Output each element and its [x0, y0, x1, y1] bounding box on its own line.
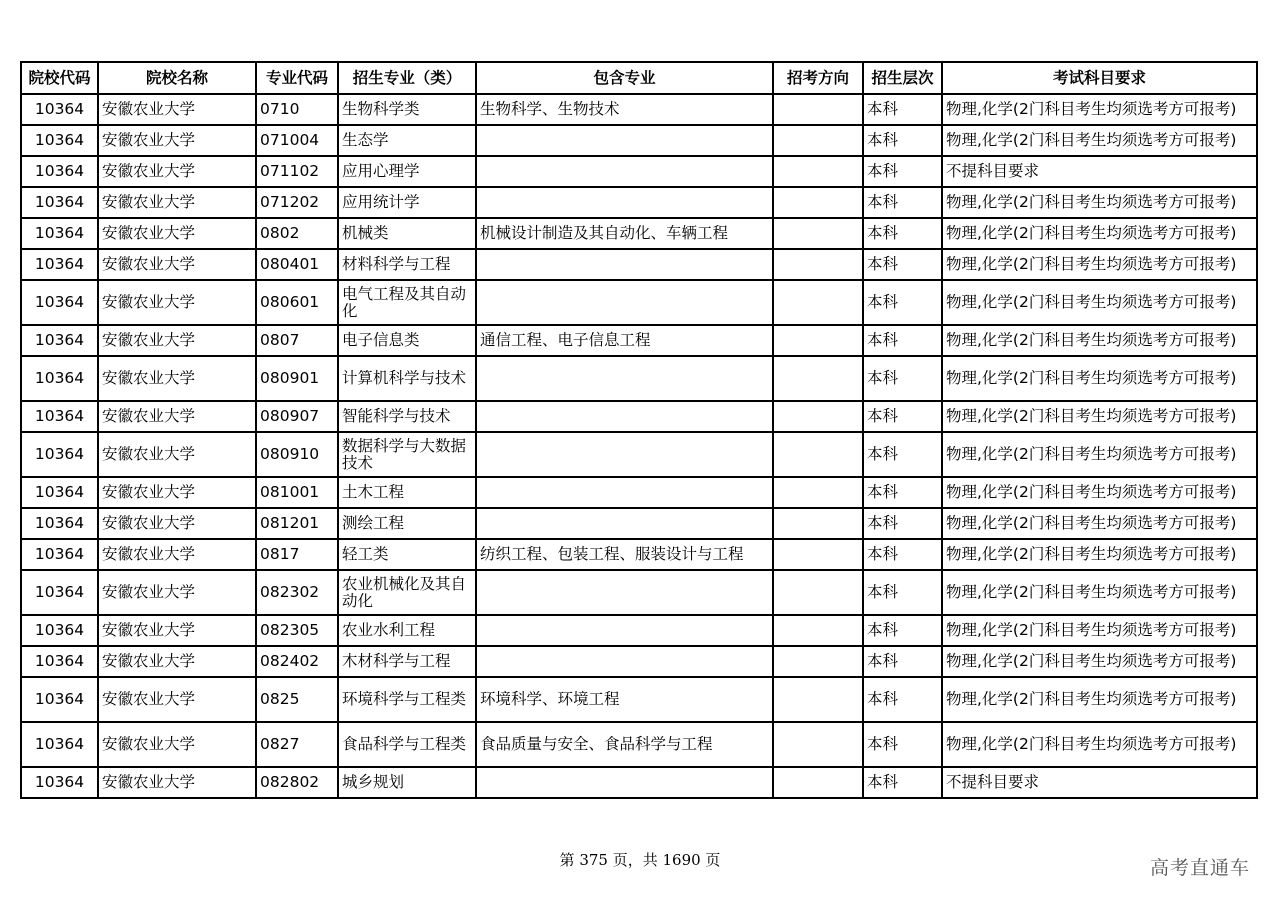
cell-major-code: 0827: [256, 722, 338, 767]
cell-school-name: 安徽农业大学: [98, 218, 256, 249]
cell-major: 城乡规划: [338, 767, 476, 798]
cell-subject-requirement: 物理,化学(2门科目考生均须选考方可报考): [942, 615, 1257, 646]
cell-school-code: 10364: [21, 280, 98, 325]
table-row: [21, 477, 1257, 508]
cell-subject-requirement: 物理,化学(2门科目考生均须选考方可报考): [942, 646, 1257, 677]
cell-school-code: 10364: [21, 432, 98, 477]
cell-level: 本科: [863, 570, 942, 615]
cell-level: 本科: [863, 615, 942, 646]
table-row: [21, 325, 1257, 356]
cell-school-name: 安徽农业大学: [98, 508, 256, 539]
table-row: [21, 125, 1257, 156]
cell-level: 本科: [863, 508, 942, 539]
cell-included-majors: [476, 432, 773, 477]
cell-major-code: 080907: [256, 401, 338, 432]
cell-level: 本科: [863, 356, 942, 401]
cell-school-name: 安徽农业大学: [98, 767, 256, 798]
cell-school-code: 10364: [21, 508, 98, 539]
cell-school-name: 安徽农业大学: [98, 356, 256, 401]
cell-major: 木材科学与工程: [338, 646, 476, 677]
cell-school-code: 10364: [21, 539, 98, 570]
cell-school-code: 10364: [21, 722, 98, 767]
cell-major-code: 080910: [256, 432, 338, 477]
cell-level: 本科: [863, 539, 942, 570]
cell-major-code: 0817: [256, 539, 338, 570]
cell-school-code: 10364: [21, 156, 98, 187]
table-row: [21, 94, 1257, 125]
cell-major-code: 081001: [256, 477, 338, 508]
table-row: [21, 218, 1257, 249]
table-row: [21, 280, 1257, 325]
cell-included-majors: [476, 125, 773, 156]
cell-school-name: 安徽农业大学: [98, 615, 256, 646]
cell-school-code: 10364: [21, 356, 98, 401]
cell-major-code: 082402: [256, 646, 338, 677]
cell-school-code: 10364: [21, 615, 98, 646]
cell-major-code: 082302: [256, 570, 338, 615]
cell-major: 食品科学与工程类: [338, 722, 476, 767]
cell-major: 材料科学与工程: [338, 249, 476, 280]
cell-major-code: 071004: [256, 125, 338, 156]
cell-included-majors: 食品质量与安全、食品科学与工程: [476, 722, 773, 767]
table-row: [21, 187, 1257, 218]
table-row: [21, 570, 1257, 615]
cell-direction: [773, 218, 863, 249]
cell-subject-requirement: 物理,化学(2门科目考生均须选考方可报考): [942, 125, 1257, 156]
table-row: [21, 508, 1257, 539]
cell-school-name: 安徽农业大学: [98, 325, 256, 356]
cell-included-majors: [476, 356, 773, 401]
cell-direction: [773, 94, 863, 125]
cell-major-code: 080401: [256, 249, 338, 280]
cell-major: 计算机科学与技术: [338, 356, 476, 401]
table-row: [21, 539, 1257, 570]
cell-level: 本科: [863, 249, 942, 280]
cell-subject-requirement: 物理,化学(2门科目考生均须选考方可报考): [942, 539, 1257, 570]
cell-direction: [773, 249, 863, 280]
cell-school-code: 10364: [21, 187, 98, 218]
cell-level: 本科: [863, 325, 942, 356]
cell-subject-requirement: 不提科目要求: [942, 156, 1257, 187]
table-row: [21, 156, 1257, 187]
cell-school-name: 安徽农业大学: [98, 677, 256, 722]
header-subject-requirement: 考试科目要求: [942, 62, 1257, 94]
cell-included-majors: [476, 401, 773, 432]
cell-school-name: 安徽农业大学: [98, 722, 256, 767]
cell-major: 生态学: [338, 125, 476, 156]
table-row: [21, 722, 1257, 767]
cell-included-majors: [476, 187, 773, 218]
cell-level: 本科: [863, 218, 942, 249]
cell-school-name: 安徽农业大学: [98, 646, 256, 677]
cell-direction: [773, 677, 863, 722]
cell-major: 应用统计学: [338, 187, 476, 218]
cell-included-majors: 生物科学、生物技术: [476, 94, 773, 125]
cell-major: 电子信息类: [338, 325, 476, 356]
table-row: [21, 356, 1257, 401]
table-body: [21, 94, 1257, 798]
cell-included-majors: 环境科学、环境工程: [476, 677, 773, 722]
cell-school-name: 安徽农业大学: [98, 432, 256, 477]
cell-subject-requirement: 物理,化学(2门科目考生均须选考方可报考): [942, 477, 1257, 508]
cell-major-code: 071102: [256, 156, 338, 187]
cell-level: 本科: [863, 125, 942, 156]
cell-school-code: 10364: [21, 249, 98, 280]
cell-school-code: 10364: [21, 325, 98, 356]
cell-major-code: 082802: [256, 767, 338, 798]
cell-major-code: 0802: [256, 218, 338, 249]
cell-major: 智能科学与技术: [338, 401, 476, 432]
table-row: [21, 432, 1257, 477]
cell-school-code: 10364: [21, 570, 98, 615]
watermark-logo: 高考直通车: [1149, 857, 1250, 879]
cell-included-majors: [476, 646, 773, 677]
cell-level: 本科: [863, 767, 942, 798]
cell-school-name: 安徽农业大学: [98, 570, 256, 615]
cell-school-name: 安徽农业大学: [98, 401, 256, 432]
cell-subject-requirement: 物理,化学(2门科目考生均须选考方可报考): [942, 508, 1257, 539]
cell-direction: [773, 280, 863, 325]
cell-subject-requirement: 物理,化学(2门科目考生均须选考方可报考): [942, 722, 1257, 767]
cell-direction: [773, 125, 863, 156]
cell-school-name: 安徽农业大学: [98, 94, 256, 125]
header-direction: 招考方向: [773, 62, 863, 94]
cell-included-majors: 机械设计制造及其自动化、车辆工程: [476, 218, 773, 249]
cell-subject-requirement: 物理,化学(2门科目考生均须选考方可报考): [942, 401, 1257, 432]
cell-level: 本科: [863, 187, 942, 218]
cell-major-code: 080901: [256, 356, 338, 401]
cell-subject-requirement: 物理,化学(2门科目考生均须选考方可报考): [942, 94, 1257, 125]
cell-school-name: 安徽农业大学: [98, 156, 256, 187]
cell-included-majors: 纺织工程、包装工程、服装设计与工程: [476, 539, 773, 570]
cell-included-majors: [476, 508, 773, 539]
cell-school-name: 安徽农业大学: [98, 249, 256, 280]
cell-direction: [773, 401, 863, 432]
cell-subject-requirement: 物理,化学(2门科目考生均须选考方可报考): [942, 218, 1257, 249]
cell-major: 土木工程: [338, 477, 476, 508]
cell-school-name: 安徽农业大学: [98, 539, 256, 570]
cell-major: 农业机械化及其自动化: [338, 570, 476, 615]
cell-direction: [773, 356, 863, 401]
cell-major-code: 082305: [256, 615, 338, 646]
cell-subject-requirement: 物理,化学(2门科目考生均须选考方可报考): [942, 356, 1257, 401]
cell-subject-requirement: 不提科目要求: [942, 767, 1257, 798]
cell-major-code: 0710: [256, 94, 338, 125]
cell-subject-requirement: 物理,化学(2门科目考生均须选考方可报考): [942, 677, 1257, 722]
admission-table: [20, 61, 1258, 799]
cell-level: 本科: [863, 156, 942, 187]
cell-subject-requirement: 物理,化学(2门科目考生均须选考方可报考): [942, 570, 1257, 615]
cell-direction: [773, 187, 863, 218]
cell-level: 本科: [863, 432, 942, 477]
cell-included-majors: [476, 156, 773, 187]
page-number: 第 375 页，共 1690 页: [559, 851, 721, 869]
cell-major: 轻工类: [338, 539, 476, 570]
table-row: [21, 615, 1257, 646]
cell-direction: [773, 570, 863, 615]
cell-major: 应用心理学: [338, 156, 476, 187]
cell-major: 数据科学与大数据技术: [338, 432, 476, 477]
cell-subject-requirement: 物理,化学(2门科目考生均须选考方可报考): [942, 325, 1257, 356]
cell-subject-requirement: 物理,化学(2门科目考生均须选考方可报考): [942, 187, 1257, 218]
cell-subject-requirement: 物理,化学(2门科目考生均须选考方可报考): [942, 249, 1257, 280]
table-row: [21, 767, 1257, 798]
table-row: [21, 646, 1257, 677]
table-row: [21, 677, 1257, 722]
cell-level: 本科: [863, 722, 942, 767]
cell-direction: [773, 325, 863, 356]
cell-school-code: 10364: [21, 646, 98, 677]
cell-major: 电气工程及其自动化: [338, 280, 476, 325]
header-level: 招生层次: [863, 62, 942, 94]
cell-school-code: 10364: [21, 401, 98, 432]
cell-school-code: 10364: [21, 218, 98, 249]
cell-school-code: 10364: [21, 677, 98, 722]
cell-major-code: 0807: [256, 325, 338, 356]
cell-included-majors: [476, 249, 773, 280]
cell-major-code: 071202: [256, 187, 338, 218]
cell-direction: [773, 539, 863, 570]
cell-school-name: 安徽农业大学: [98, 280, 256, 325]
cell-level: 本科: [863, 677, 942, 722]
cell-school-name: 安徽农业大学: [98, 477, 256, 508]
cell-major: 机械类: [338, 218, 476, 249]
cell-included-majors: 通信工程、电子信息工程: [476, 325, 773, 356]
cell-major-code: 080601: [256, 280, 338, 325]
header-school-code: 院校代码: [21, 62, 98, 94]
header-school-name: 院校名称: [98, 62, 256, 94]
cell-subject-requirement: 物理,化学(2门科目考生均须选考方可报考): [942, 432, 1257, 477]
cell-direction: [773, 477, 863, 508]
cell-direction: [773, 646, 863, 677]
cell-major: 农业水利工程: [338, 615, 476, 646]
table-row: [21, 401, 1257, 432]
cell-level: 本科: [863, 280, 942, 325]
cell-direction: [773, 615, 863, 646]
cell-direction: [773, 156, 863, 187]
cell-school-code: 10364: [21, 767, 98, 798]
table-row: [21, 249, 1257, 280]
cell-level: 本科: [863, 94, 942, 125]
cell-direction: [773, 767, 863, 798]
cell-major: 环境科学与工程类: [338, 677, 476, 722]
cell-included-majors: [476, 615, 773, 646]
cell-school-code: 10364: [21, 94, 98, 125]
cell-major-code: 081201: [256, 508, 338, 539]
cell-level: 本科: [863, 477, 942, 508]
cell-level: 本科: [863, 646, 942, 677]
cell-subject-requirement: 物理,化学(2门科目考生均须选考方可报考): [942, 280, 1257, 325]
cell-direction: [773, 508, 863, 539]
header-major-code: 专业代码: [256, 62, 338, 94]
cell-included-majors: [476, 280, 773, 325]
cell-school-code: 10364: [21, 477, 98, 508]
cell-level: 本科: [863, 401, 942, 432]
cell-direction: [773, 432, 863, 477]
table-header-row: [21, 62, 1257, 94]
cell-major: 测绘工程: [338, 508, 476, 539]
header-included-majors: 包含专业: [476, 62, 773, 94]
header-major: 招生专业（类）: [338, 62, 476, 94]
cell-school-name: 安徽农业大学: [98, 125, 256, 156]
cell-included-majors: [476, 767, 773, 798]
cell-major: 生物科学类: [338, 94, 476, 125]
cell-direction: [773, 722, 863, 767]
cell-school-code: 10364: [21, 125, 98, 156]
cell-school-name: 安徽农业大学: [98, 187, 256, 218]
cell-included-majors: [476, 570, 773, 615]
cell-included-majors: [476, 477, 773, 508]
cell-major-code: 0825: [256, 677, 338, 722]
